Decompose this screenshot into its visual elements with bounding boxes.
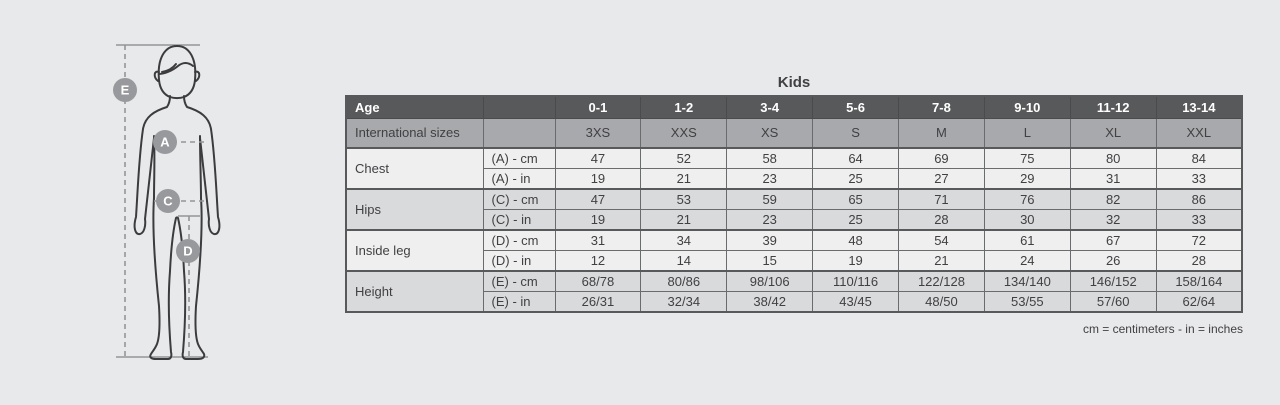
measure-cell: 39 [727, 230, 813, 251]
age-col-header: 9-10 [984, 96, 1070, 119]
measure-cell: 14 [641, 251, 727, 272]
chart-title: Kids [777, 74, 811, 91]
chest-badge [153, 130, 177, 154]
measure-cell: 29 [984, 169, 1070, 190]
unit-label: (A) - in [483, 169, 555, 190]
international-size-cell: L [984, 119, 1070, 149]
left-arm-outline [135, 96, 170, 234]
group-label-inside-leg: Inside leg [346, 230, 483, 271]
inside-leg-cm-row [346, 230, 1242, 251]
body-figure-svg [102, 28, 242, 373]
measure-cell: 25 [813, 169, 899, 190]
measure-cell: 33 [1156, 210, 1242, 231]
unit-label: (E) - in [483, 292, 555, 313]
age-col-header: 13-14 [1156, 96, 1242, 119]
height-cm-row [346, 271, 1242, 292]
measure-cell: 67 [1070, 230, 1156, 251]
measure-cell: 31 [1070, 169, 1156, 190]
measure-cell: 68/78 [555, 271, 641, 292]
measure-cell: 28 [1156, 251, 1242, 272]
measure-cell: 19 [555, 169, 641, 190]
international-size-cell: 3XS [555, 119, 641, 149]
international-size-cell: XL [1070, 119, 1156, 149]
international-size-cell: XXL [1156, 119, 1242, 149]
international-size-cell: XS [727, 119, 813, 149]
measure-cell: 61 [984, 230, 1070, 251]
unit-label: (E) - cm [483, 271, 555, 292]
unit-label: (C) - cm [483, 189, 555, 210]
measure-cell: 71 [899, 189, 985, 210]
age-col-header: 7-8 [899, 96, 985, 119]
measure-cell: 62/64 [1156, 292, 1242, 313]
measure-cell: 52 [641, 148, 727, 169]
measure-cell: 47 [555, 189, 641, 210]
measure-cell: 30 [984, 210, 1070, 231]
measure-cell: 33 [1156, 169, 1242, 190]
measure-cell: 21 [641, 169, 727, 190]
measure-cell: 19 [555, 210, 641, 231]
measure-cell: 34 [641, 230, 727, 251]
measure-cell: 21 [641, 210, 727, 231]
unit-label: (A) - cm [483, 148, 555, 169]
group-label-chest: Chest [346, 148, 483, 189]
age-header-row [346, 96, 1242, 119]
group-label-height: Height [346, 271, 483, 312]
chest-badge-letter: A [160, 134, 170, 150]
measure-cell: 80/86 [641, 271, 727, 292]
measure-cell: 75 [984, 148, 1070, 169]
age-header-label: Age [346, 96, 483, 119]
measure-cell: 12 [555, 251, 641, 272]
age-col-header: 0-1 [555, 96, 641, 119]
measure-cell: 32/34 [641, 292, 727, 313]
measure-cell: 43/45 [813, 292, 899, 313]
measure-cell: 24 [984, 251, 1070, 272]
international-sizes-label: International sizes [346, 119, 483, 149]
measure-cell: 23 [727, 210, 813, 231]
measurement-diagram [102, 28, 242, 373]
age-header-spacer [483, 96, 555, 119]
measure-cell: 15 [727, 251, 813, 272]
measure-cell: 110/116 [813, 271, 899, 292]
height-badge-letter: E [120, 82, 130, 98]
measure-cell: 82 [1070, 189, 1156, 210]
measure-cell: 19 [813, 251, 899, 272]
age-col-header: 11-12 [1070, 96, 1156, 119]
measure-cell: 26 [1070, 251, 1156, 272]
measure-cell: 84 [1156, 148, 1242, 169]
measure-cell: 80 [1070, 148, 1156, 169]
age-col-header: 1-2 [641, 96, 727, 119]
measure-cell: 59 [727, 189, 813, 210]
age-col-header: 5-6 [813, 96, 899, 119]
measure-cell: 146/152 [1070, 271, 1156, 292]
unit-label: (D) - cm [483, 230, 555, 251]
measure-cell: 21 [899, 251, 985, 272]
measure-cell: 23 [727, 169, 813, 190]
measure-cell: 28 [899, 210, 985, 231]
measure-cell: 98/106 [727, 271, 813, 292]
measure-cell: 65 [813, 189, 899, 210]
measure-cell: 86 [1156, 189, 1242, 210]
hips-badge-letter: C [163, 193, 173, 209]
height-badge [113, 78, 137, 102]
international-size-cell: M [899, 119, 985, 149]
measure-cell: 54 [899, 230, 985, 251]
measure-cell: 48/50 [899, 292, 985, 313]
measure-cell: 25 [813, 210, 899, 231]
international-size-cell: XXS [641, 119, 727, 149]
international-sizes-spacer [483, 119, 555, 149]
inside-leg-badge-letter: D [183, 243, 193, 259]
measure-cell: 57/60 [1070, 292, 1156, 313]
unit-label: (D) - in [483, 251, 555, 272]
measure-cell: 69 [899, 148, 985, 169]
group-label-hips: Hips [346, 189, 483, 230]
measure-cell: 53 [641, 189, 727, 210]
units-footnote: cm = centimeters - in = inches [1082, 322, 1243, 336]
measure-cell: 134/140 [984, 271, 1070, 292]
chest-cm-row [346, 148, 1242, 169]
size-guide [345, 74, 1243, 336]
measure-cell: 31 [555, 230, 641, 251]
measure-cell: 64 [813, 148, 899, 169]
inside-leg-badge [176, 239, 200, 263]
international-sizes-row [346, 119, 1242, 149]
measure-cell: 32 [1070, 210, 1156, 231]
measure-cell: 27 [899, 169, 985, 190]
measure-cell: 48 [813, 230, 899, 251]
age-col-header: 3-4 [727, 96, 813, 119]
measure-cell: 38/42 [727, 292, 813, 313]
international-size-cell: S [813, 119, 899, 149]
hips-cm-row [346, 189, 1242, 210]
measure-cell: 26/31 [555, 292, 641, 313]
measure-cell: 47 [555, 148, 641, 169]
measure-cell: 158/164 [1156, 271, 1242, 292]
measure-cell: 76 [984, 189, 1070, 210]
measure-cell: 122/128 [899, 271, 985, 292]
hips-badge [156, 189, 180, 213]
measure-cell: 72 [1156, 230, 1242, 251]
unit-label: (C) - in [483, 210, 555, 231]
size-table [345, 95, 1243, 313]
measure-cell: 53/55 [984, 292, 1070, 313]
measure-cell: 58 [727, 148, 813, 169]
